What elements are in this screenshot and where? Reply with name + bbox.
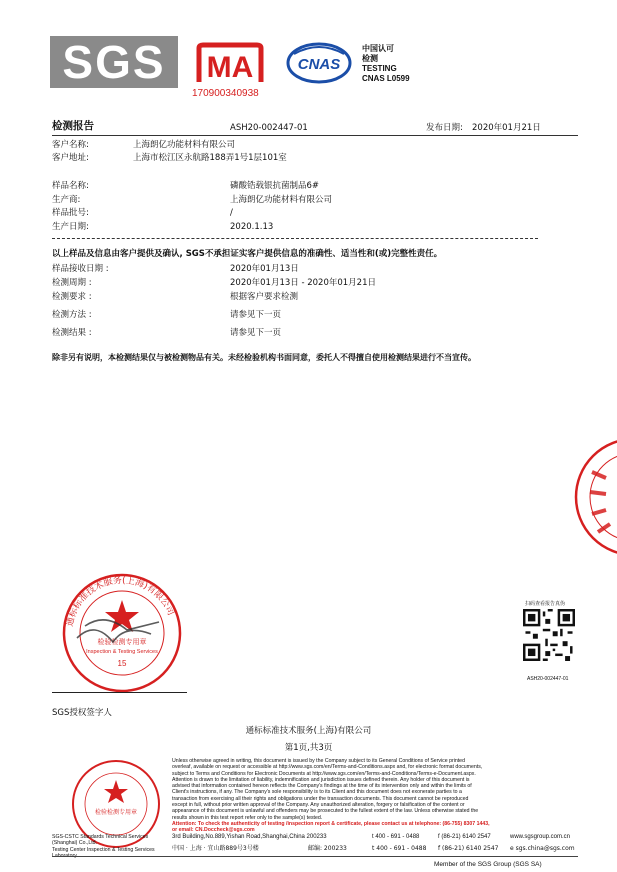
client-name-label: 客户名称: — [52, 140, 89, 150]
cnas-line-3: TESTING — [362, 64, 397, 73]
legal-line: appearance of this document is unlawful and offenders may be prosecuted to the fullest extent of the law. Unless otherwise stated the — [172, 808, 479, 815]
signatory-label: SGS授权签字人 — [52, 708, 112, 718]
svg-text:检验检测专用章: 检验检测专用章 — [97, 638, 147, 646]
issue-date-label: 发布日期: — [426, 123, 463, 133]
test-request-label: 检测要求 : — [52, 292, 92, 302]
legal-line: Unless otherwise agreed in writing, this document is issued by the Company subject to its General Conditions of Service printed — [172, 758, 465, 764]
sample-name: 磷酸锆载银抗菌制品6# — [230, 181, 320, 191]
client-address-label: 客户地址: — [52, 153, 89, 163]
footer-en-fax: f (86-21) 6140 2547 — [438, 834, 491, 840]
svg-text:检验检测专用章: 检验检测专用章 — [94, 809, 138, 816]
test-period-label: 检测周期 : — [52, 278, 92, 288]
footer-cn-address: 中国 · 上海 · 宜山路889号3号楼 — [172, 845, 259, 852]
test-result: 请参见下一页 — [230, 328, 282, 338]
footer-cn-tel: t 400 - 691 - 0488 — [372, 845, 427, 852]
production-date-label: 生产日期: — [52, 222, 89, 232]
cnas-logo — [286, 42, 352, 84]
legal-line: except in full, without prior written approval of the Company. Any unauthorized alteration, forgery or falsification of the content or — [172, 802, 465, 809]
footer-cn-fax: f (86-21) 6140 2547 — [438, 845, 499, 852]
partial-seal-right — [572, 432, 617, 562]
sample-divider — [52, 238, 538, 239]
test-period: 2020年01月13日 - 2020年01月21日 — [230, 278, 376, 288]
cnas-line-2: 检测 — [362, 54, 378, 63]
qr-caption: 扫码查看报告真伪 — [525, 601, 566, 607]
page-number: 第1页,共3页 — [284, 743, 333, 753]
batch-label: 样品批号: — [52, 208, 89, 218]
footer-left-en1: SGS-CSTC Standards Technical Services (Shanghai) Co.,Ltd. — [52, 834, 149, 847]
ma-logo — [193, 42, 267, 86]
legal-line: subject to Terms and Conditions for Electronic Documents at http://www.sgs.com/en/Terms-and-Conditions/Terms-e-Document.aspx. — [172, 770, 476, 777]
qr-code[interactable] — [523, 609, 575, 661]
sample-name-label: 样品名称: — [52, 181, 89, 191]
company-name: 通标标准技术服务(上海)有限公司 — [245, 726, 372, 736]
client-name: 上海朗亿功能材料有限公司 — [133, 140, 236, 150]
disclaimer: 以上样品及信息由客户提供及确认, SGS不承担证实客户提供信息的准确性、适当性和(或)完整性责任。 — [52, 249, 443, 259]
footer-left-en2: Testing Center Inspection & Testing Services Laboratory — [52, 846, 155, 859]
svg-text:Inspection & Testing Services: Inspection & Testing Services — [86, 649, 158, 655]
footer-divider — [52, 856, 578, 857]
cnas-text — [362, 44, 410, 84]
company-seal — [55, 572, 190, 694]
footer-en-address: 3rd Building,No.889,Yishan Road,Shanghai,China 200233 — [172, 834, 327, 840]
title-divider — [52, 135, 578, 136]
footer-cn-email[interactable]: e sgs.china@sgs.com — [510, 845, 575, 852]
legal-line: Attention is drawn to the limitation of liability, indemnification and jurisdiction issues defined therein. Any holder of this document is — [172, 776, 470, 783]
test-method: 请参见下一页 — [230, 310, 282, 320]
svg-text:15: 15 — [117, 659, 127, 668]
receive-date-label: 样品接收日期 : — [52, 264, 109, 274]
test-method-label: 检测方法 : — [52, 310, 92, 320]
test-result-label: 检测结果 : — [52, 328, 92, 338]
test-request: 根据客户要求检测 — [230, 292, 299, 302]
cnas-line-4: CNAS L0599 — [362, 74, 410, 83]
legal-line: transaction from exercising all their rights and obligations under the transaction documents. This document cannot be reproduced — [172, 795, 469, 802]
attention-email[interactable]: or email: CN.Doccheck@sgs.com — [172, 827, 255, 834]
svg-text:通标标准技术服务(上海)有限公司: 通标标准技术服务(上海)有限公司 — [65, 575, 176, 628]
signature-line — [52, 692, 187, 693]
legal-text — [172, 758, 582, 834]
issue-date: 2020年01月21日 — [472, 123, 541, 133]
footer-cn-zip: 邮编: 200233 — [308, 845, 347, 852]
footer-en-web[interactable]: www.sgsgroup.com.cn — [510, 834, 571, 840]
legal-line: Client's instructions, if any. The Company's sole responsibility is to its Client and this document does not exonerate parties to a — [172, 789, 462, 796]
sgs-logo: SGS — [50, 36, 178, 88]
usage-statement: 除非另有说明，本检测结果仅与被检测物品有关。未经检验机构书面同意，委托人不得擅自使用检测结果进行不当宣传。 — [52, 353, 476, 362]
cnas-line-1: 中国认可 — [362, 44, 394, 53]
svg-text:CNAS: CNAS — [297, 56, 341, 73]
ma-number: 170900340938 — [192, 88, 259, 99]
receive-date: 2020年01月13日 — [230, 264, 299, 274]
manufacturer: 上海朗亿功能材料有限公司 — [230, 195, 333, 205]
legal-line: overleaf, available on request or accessible at http://www.sgs.com/en/Terms-and-Conditions.aspx and, for electronic format documents, — [172, 764, 483, 771]
qr-code-number: ASH20-002447-01 — [527, 676, 569, 682]
footer-en-tel: t 400 - 691 - 0488 — [372, 834, 420, 840]
legal-line: advised that information contained hereon reflects the Company's findings at the time of its intervention only and within the limits of — [172, 783, 472, 790]
report-title: 检测报告 — [52, 120, 94, 132]
client-address: 上海市松江区永航路188弄1号1层101室 — [133, 153, 287, 163]
legal-line: results shown in this test report refer only to the sample(s) tested. — [172, 814, 323, 821]
attention-line: Attention: To check the authenticity of testing /inspection report & certificate, please contact us at telephone: (86-755) 8307 1443, — [172, 820, 490, 827]
manufacturer-label: 生产商: — [52, 195, 81, 205]
production-date: 2020.1.13 — [230, 222, 274, 232]
sgs-group-member: Member of the SGS Group (SGS SA) — [434, 861, 542, 868]
svg-text:MA: MA — [206, 51, 254, 84]
report-number: ASH20-002447-01 — [230, 123, 308, 133]
batch-value: / — [230, 208, 233, 218]
